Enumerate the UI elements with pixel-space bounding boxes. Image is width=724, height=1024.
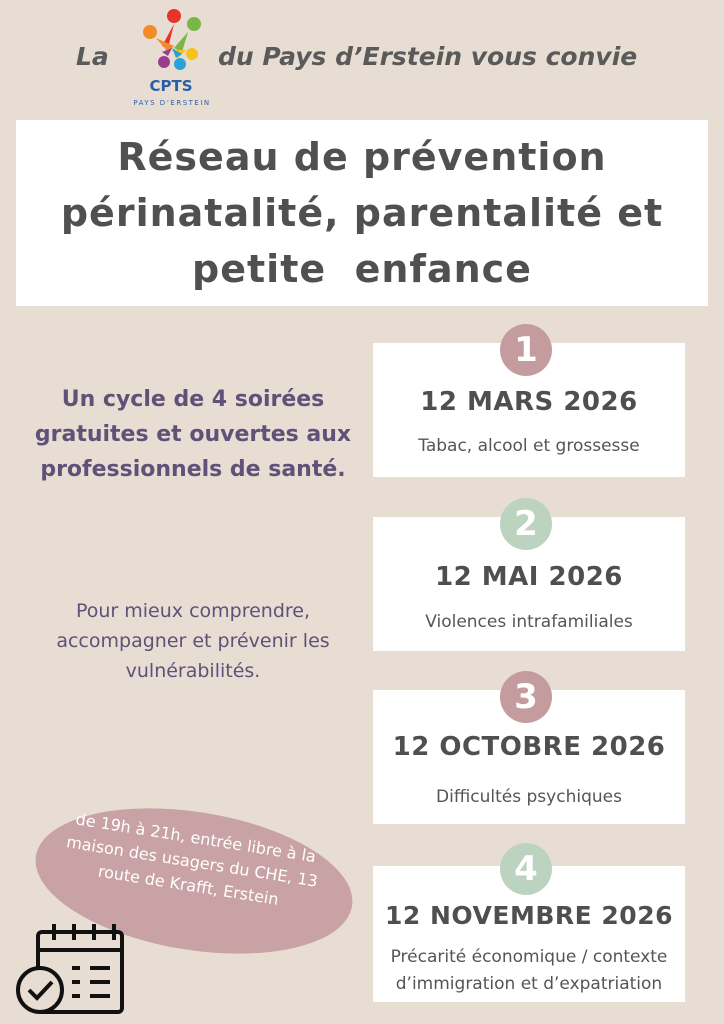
event-topic-4: Précarité économique / contexte d’immigration et d’expatriation (390, 947, 668, 994)
title-box (16, 120, 708, 306)
event-topic-3: Difficultés psychiques (436, 787, 622, 807)
event-number-badge-3: 3 (500, 671, 552, 723)
cpts-logo (122, 6, 222, 114)
logo-name: CPTS (149, 77, 193, 95)
event-date-3: 12 OCTOBRE 2026 (392, 732, 666, 762)
event-date-2: 12 MAI 2026 (435, 562, 623, 592)
calendar-check-icon (10, 918, 130, 1018)
event-date-1: 12 MARS 2026 (420, 387, 638, 417)
event-number-badge-2: 2 (500, 498, 552, 550)
header-suffix: du Pays d’Erstein vous convie (218, 42, 638, 71)
title-line-1: Réseau de prévention (117, 135, 607, 179)
event-topic-1: Tabac, alcool et grossesse (418, 436, 640, 456)
event-topic-2: Violences intrafamiliales (425, 612, 633, 632)
logo-subtitle: PAYS D’ERSTEIN (133, 99, 211, 107)
header-prefix: La (76, 42, 109, 71)
page-title (61, 129, 663, 297)
event-number-badge-4: 4 (500, 843, 552, 895)
event-number-badge-1: 1 (500, 324, 552, 376)
title-line-3: petite enfance (192, 247, 532, 291)
event-date-4: 12 NOVEMBRE 2026 (385, 901, 673, 930)
info-text: de 19h à 21h, entrée libre à la maison des usagers du CHE, 13 route de Krafft, Erstein (65, 809, 320, 909)
title-line-2: périnatalité, parentalité et (60, 191, 664, 235)
cycle-description: Un cycle de 4 soirées gratuites et ouvertes aux professionnels de santé. (34, 387, 352, 482)
purpose-text: Pour mieux comprendre, accompagner et prévenir les vulnérabilités. (56, 600, 330, 682)
